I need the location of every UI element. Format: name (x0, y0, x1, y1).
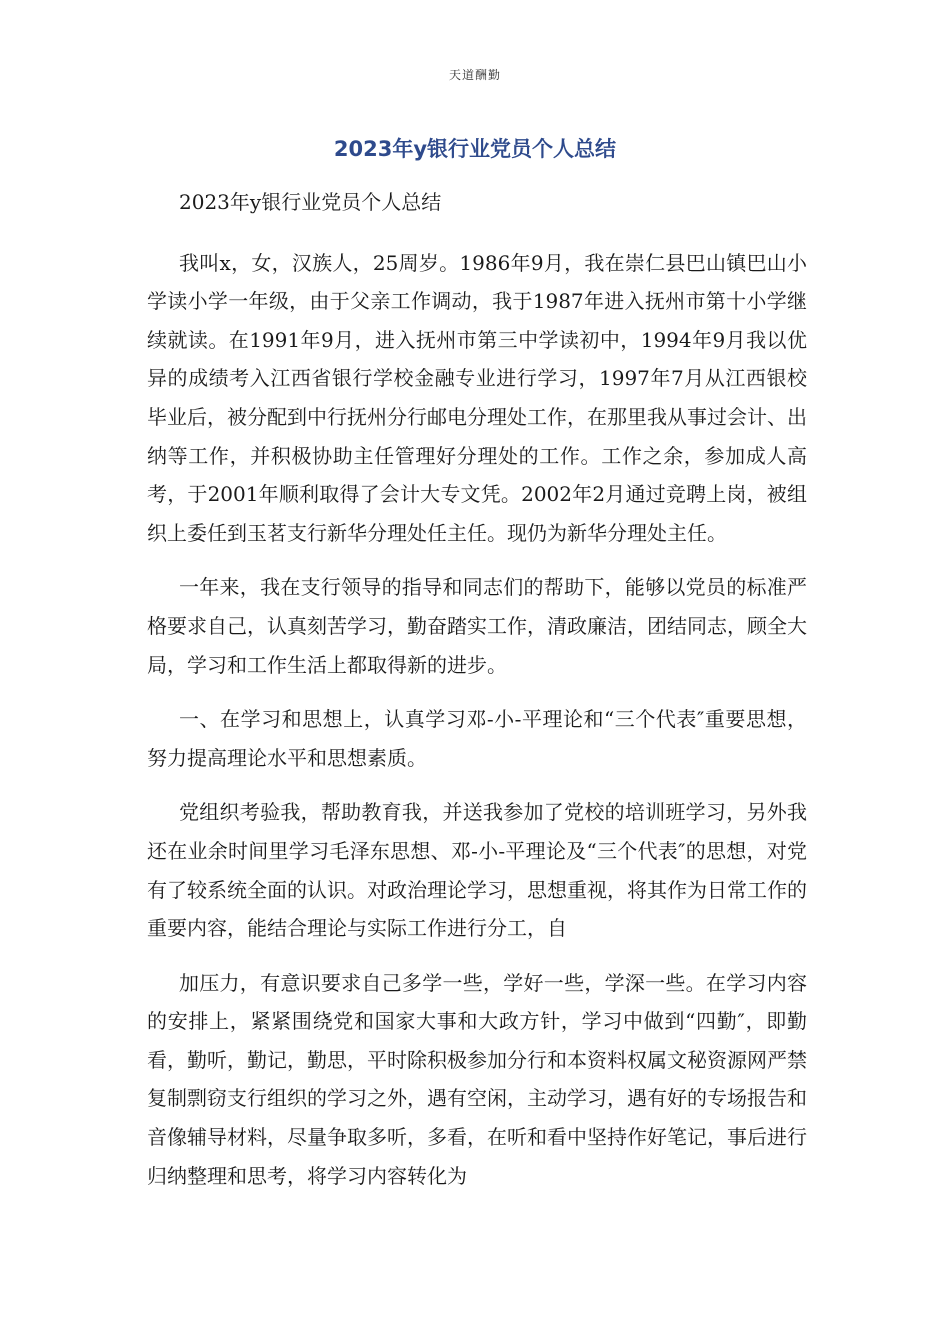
document-body (147, 183, 807, 1211)
page-header: 天道酬勤 (448, 68, 501, 82)
paragraph-4: 党组织考验我，帮助教育我，并送我参加了党校的培训班学习，另外我还在业余时间里学习毛泽东思想、邓-小-平理论及“三个代表″的思想，对党有了较系统全面的认识。对政治理论学习，思想重视，将其作为日常工作的重要内容，能结合理论与实际工作进行分工，自 (147, 800, 807, 941)
document-title: 2023年y银行业党员个人总结 (333, 137, 617, 161)
paragraph-1: 我叫x，女，汉族人，25周岁。1986年9月，我在崇仁县巴山镇巴山小学读小学一年级，由于父亲工作调动，我于1987年进入抚州市第十小学继续就读。在1991年9月，进入抚州市第三中学读初中，1994年9月我以优异的成绩考入江西省银行学校金融专业进行学习，1997年7月从江西银校毕业后，被分配到中行抚州分行邮电分理处工作，在那里我从事过会计、出纳等工作，并积极协助主任管理好分理处的工作。工作之余，参加成人高考，于2001年顺利取得了会计大专文凭。2002年2月通过竞聘上岗，被组织上委任到玉茗支行新华分理处任主任。现仍为新华分理处主任。 (147, 250, 807, 545)
paragraph-2: 一年来，我在支行领导的指导和同志们的帮助下，能够以党员的标准严格要求自己，认真刻苦学习，勤奋踏实工作，清政廉洁，团结同志，顾全大局，学习和工作生活上都取得新的进步。 (147, 575, 807, 677)
document-subtitle: 2023年y银行业党员个人总结 (179, 190, 442, 214)
paragraph-5: 加压力，有意识要求自己多学一些，学好一些，学深一些。在学习内容的安排上，紧紧围绕党和国家大事和大政方针，学习中做到“四勤″，即勤看，勤听，勤记，勤思，平时除积极参加分行和本资料权属文秘资源网严禁复制剽窃支行组织的学习之外，遇有空闲，主动学习，遇有好的专场报告和音像辅导材料，尽量争取多听，多看，在听和看中坚持作好笔记，事后进行归纳整理和思考，将学习内容转化为 (147, 970, 807, 1188)
paragraph-3: 一、在学习和思想上，认真学习邓-小-平理论和“三个代表″重要思想，努力提高理论水平和思想素质。 (147, 707, 807, 770)
